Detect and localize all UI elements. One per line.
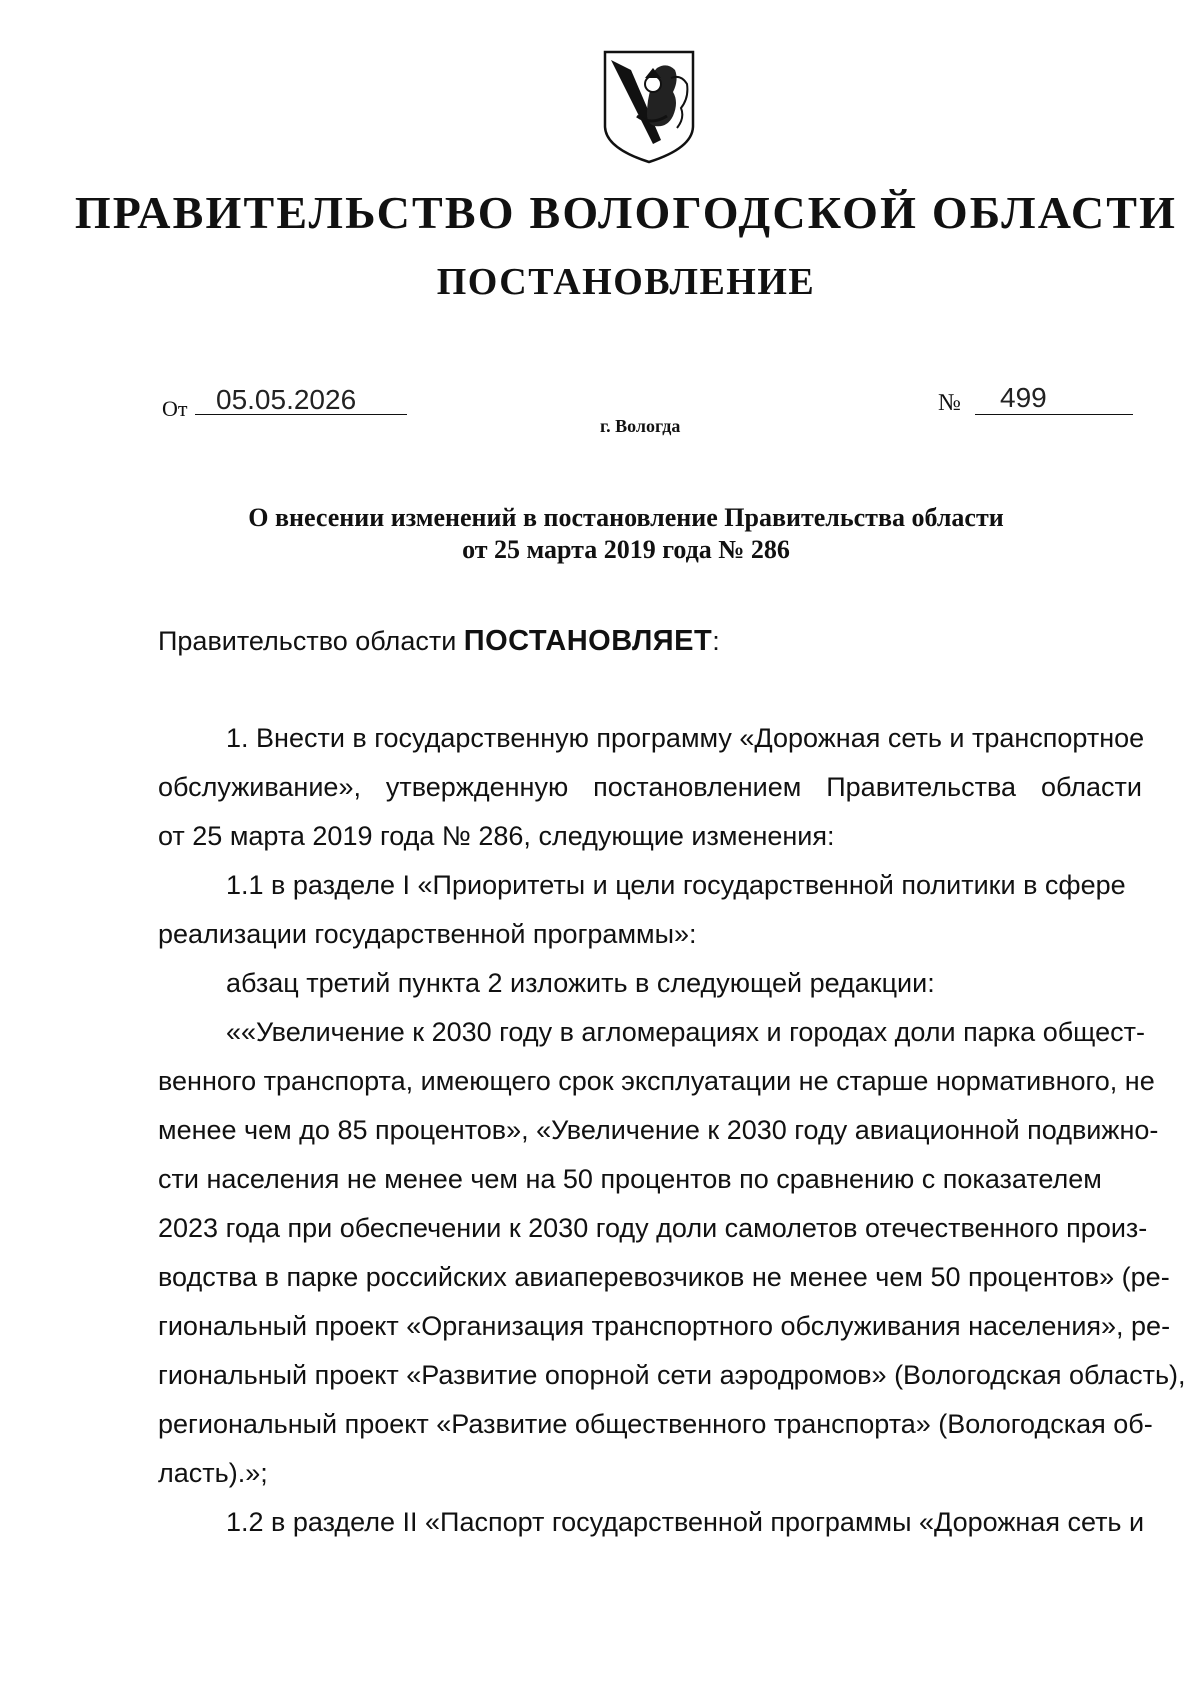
p1-word: области	[1040, 772, 1142, 802]
document-subject	[0, 502, 1200, 566]
p1-word: постановлением	[593, 772, 802, 802]
quote-line-10: ласть).»;	[158, 1458, 268, 1488]
paragraph-abzac: абзац третий пункта 2 изложить в следующей редакции:	[226, 968, 935, 998]
coat-of-arms-emblem	[601, 48, 697, 166]
date-label: От	[162, 396, 188, 421]
quote-line-5: 2023 года при обеспечении к 2030 году доли самолетов отечественного произ-	[158, 1213, 1148, 1243]
p1-word: утвержденную	[385, 772, 569, 802]
p1-word: обслуживание»,	[158, 772, 361, 802]
city-label: г. Вологда	[600, 416, 681, 436]
number-underline	[975, 414, 1133, 415]
number-label: №	[938, 390, 961, 416]
quote-line-4: сти населения не менее чем на 50 процентов по сравнению с показателем	[158, 1164, 1102, 1194]
quote-line-6: водства в парке российских авиаперевозчиков не менее чем 50 процентов» (ре-	[158, 1262, 1170, 1292]
quote-line-3: менее чем до 85 процентов», «Увеличение к 2030 году авиационной подвижно-	[158, 1115, 1159, 1145]
preamble	[158, 625, 1142, 658]
quote-line-9: региональный проект «Развитие общественного транспорта» (Вологодская об-	[158, 1409, 1153, 1439]
preamble-colon: :	[712, 626, 720, 656]
paragraph-1-line-2	[158, 772, 1142, 803]
organization-title: ПРАВИТЕЛЬСТВО ВОЛОГОДСКОЙ ОБЛАСТИ	[74, 187, 1178, 238]
quote-line-8: гиональный проект «Развитие опорной сети аэродромов» (Вологодская область),	[158, 1360, 1186, 1390]
quote-line-7: гиональный проект «Организация транспортного обслуживания населения», ре-	[158, 1311, 1171, 1341]
document-number: 499	[1000, 382, 1047, 413]
paragraph-1-1-line-2: реализации государственной программы»:	[158, 919, 697, 949]
document-date: 05.05.2026	[216, 384, 357, 415]
subject-line-1: О внесении изменений в постановление Правительства области	[248, 503, 1004, 532]
preamble-emphasis: ПОСТАНОВЛЯЕТ	[463, 625, 713, 657]
paragraph-1-line-3: от 25 марта 2019 года № 286, следующие изменения:	[158, 821, 835, 851]
paragraph-1-2-line-1: 1.2 в разделе II «Паспорт государственной программы «Дорожная сеть и	[226, 1507, 1145, 1537]
paragraph-1-1-line-1: 1.1 в разделе I «Приоритеты и цели государственной политики в сфере	[226, 870, 1126, 900]
preamble-text: Правительство области	[158, 626, 464, 656]
p1-word: Правительства	[826, 772, 1017, 802]
quote-line-1: ««Увеличение к 2030 году в агломерациях и городах доли парка общест-	[226, 1017, 1145, 1047]
subject-line-2: от 25 марта 2019 года № 286	[462, 535, 790, 564]
document-type-title: ПОСТАНОВЛЕНИЕ	[436, 261, 816, 303]
quote-line-2: венного транспорта, имеющего срок эксплуатации не старше нормативного, не	[158, 1066, 1155, 1096]
paragraph-1-line-1: 1. Внести в государственную программу «Дорожная сеть и транспортное	[226, 723, 1145, 753]
